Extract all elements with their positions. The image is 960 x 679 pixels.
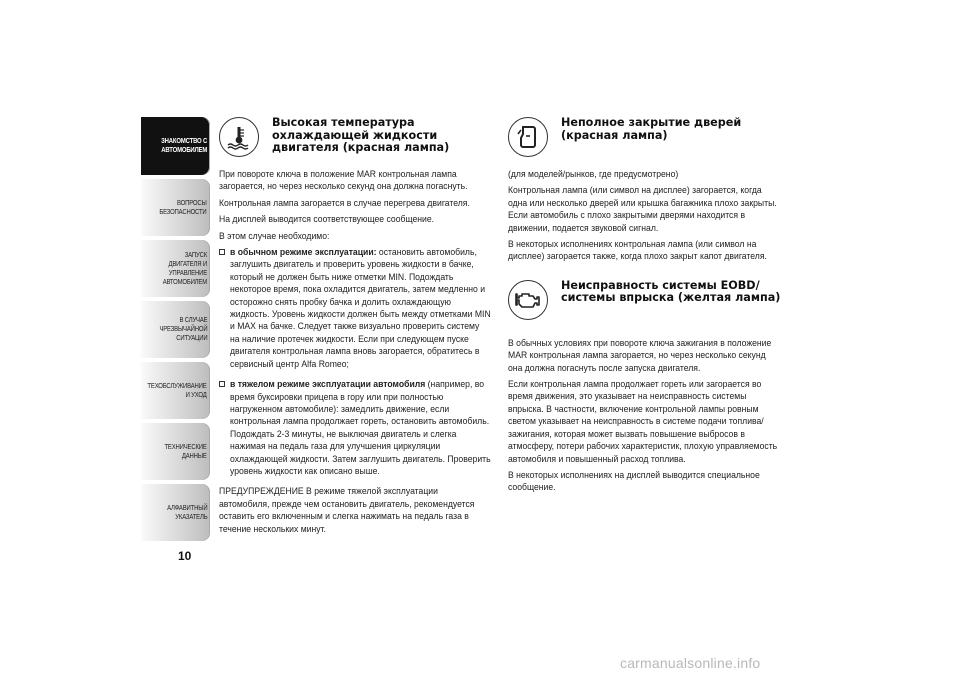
tab-label: В СЛУЧАЕ ЧРЕЗВЫЧАЙНОЙ СИТУАЦИИ — [159, 317, 207, 342]
tab-label: АЛФАВИТНЫЙ УКАЗАТЕЛЬ — [166, 504, 207, 521]
watermark: carmanualsonline.info — [620, 655, 761, 671]
tab-label: ЗНАКОМСТВО С АВТОМОБИЛЕМ — [160, 138, 207, 154]
warning-paragraph: ПРЕДУПРЕЖДЕНИЕ В режиме тяжелой эксплуатации автомобиля, прежде чем остановить двигатель, рекомендуется оставить его включенным и слегка нажимать на педаль газа в течение нескольких минут. — [219, 486, 475, 535]
tab-index[interactable] — [141, 484, 210, 541]
paragraph: Контрольная лампа (или символ на дисплее) загорается, когда одна или несколько дверей или крышка багажника плохо закрыты. Если автомобиль с плохо закрытыми дверями находится в движении, подается звуковой сигнал. — [508, 185, 777, 234]
bullet-lead: в тяжелом режиме эксплуатации автомобиля — [230, 379, 426, 391]
engine-check-icon — [508, 280, 548, 320]
tab-starting-driving[interactable] — [141, 240, 210, 297]
page-number: 10 — [178, 549, 192, 563]
door-open-icon — [508, 117, 548, 157]
tab-label: ВОПРОСЫ БЕЗОПАСНОСТИ — [159, 199, 207, 216]
tab-label: ТЕХНИЧЕСКИЕ ДАННЫЕ — [164, 443, 207, 460]
checkbox-bullet-icon — [219, 249, 225, 255]
coolant-section — [219, 117, 491, 540]
paragraph: Если контрольная лампа продолжает гореть или загорается во время движения, это указывает на неисправность системы впрыска. В частности, включение контрольной лампы ровным светом указывает на неисправность в системе подачи топлива/зажигания, которая может вызвать повышение выбросов в атмосферу, потери рабочих характеристик, плохую управляемость автомобиля и повышенный расход топлива. — [508, 379, 778, 465]
paragraph: В этом случае необходимо: — [219, 230, 330, 242]
paragraph: При повороте ключа в положение MAR контрольная лампа загорается, но через несколько секунд она должна погаснуть. — [219, 169, 468, 193]
doors-eobd-column — [508, 117, 780, 499]
eobd-header — [508, 280, 780, 338]
paragraph: На дисплей выводится соответствующее сообщение. — [219, 214, 435, 226]
bullet-text: (например, во время буксировки прицепа в гору или при полностью нагруженном автомобиле): замедлить движение, если контрольная лампа продолжает гореть, остановить автомобиль. Подождать 2-3 минуты, не выключая двигатель и слегка нажимая на педаль газа для улучшения циркуляции охлаждающей жидкости. Затем заглушить двигатель. Проверить уровень жидкости как описано выше. — [230, 379, 491, 477]
tab-safety[interactable] — [141, 179, 210, 236]
tab-maintenance[interactable] — [141, 362, 210, 419]
tab-getting-to-know[interactable] — [141, 117, 210, 175]
section-title: Неисправность системы EOBD/системы впрыска (желтая лампа) — [561, 278, 781, 305]
section-title: Неполное закрытие дверей (красная лампа) — [561, 116, 742, 142]
list-item — [219, 379, 491, 478]
bullet-text: остановить автомобиль, заглушить двигатель и проверить уровень жидкости в бачке, который не должен быть ниже отметки MIN. Подождать некоторое время, пока охладится двигатель, затем медленно и осторожно снять пробку бачка и долить охлаждающую жидкость. Уровень жидкости должен быть между отметками MIN и MAX на бачке. Следует также визуально проверить систему на наличие протечек жидкости. Если при следующем пуске двигателя контрольная лампа вновь загорается, обратитесь в сервисный центр Alfa Romeo; — [230, 247, 491, 370]
tab-emergency[interactable] — [141, 301, 210, 358]
list-item — [219, 247, 491, 371]
paragraph: Контрольная лампа загорается в случае перегрева двигателя. — [219, 197, 470, 209]
tab-technical-data[interactable] — [141, 423, 210, 480]
coolant-header — [219, 117, 491, 169]
tab-label: ТЕХОБСЛУЖИВАНИЕ И УХОД — [147, 382, 207, 399]
tab-label: ЗАПУСК ДВИГАТЕЛЯ И УПРАВЛЕНИЕ АВТОМОБИЛЕМ — [162, 251, 207, 286]
paragraph: В обычных условиях при повороте ключа зажигания в положение MAR контрольная лампа загорается, но через несколько секунд она должна погаснуть после запуска двигателя. — [508, 337, 772, 374]
paragraph: В некоторых исполнениях контрольная лампа (или символ на дисплее) загорается также, когда плохо закрыт капот двигателя. — [508, 239, 767, 263]
chapter-sidebar — [141, 117, 210, 545]
checkbox-bullet-icon — [219, 381, 225, 387]
doors-header — [508, 117, 780, 169]
paragraph: В некоторых исполнениях на дисплей выводится специальное сообщение. — [508, 469, 760, 494]
coolant-temperature-icon — [219, 117, 259, 157]
paragraph: (для моделей/рынков, где предусмотрено) — [508, 169, 679, 180]
section-title: Высокая температура охлаждающей жидкости двигателя (красная лампа) — [272, 116, 450, 154]
bullet-lead: в обычном режиме эксплуатации: — [230, 247, 377, 259]
